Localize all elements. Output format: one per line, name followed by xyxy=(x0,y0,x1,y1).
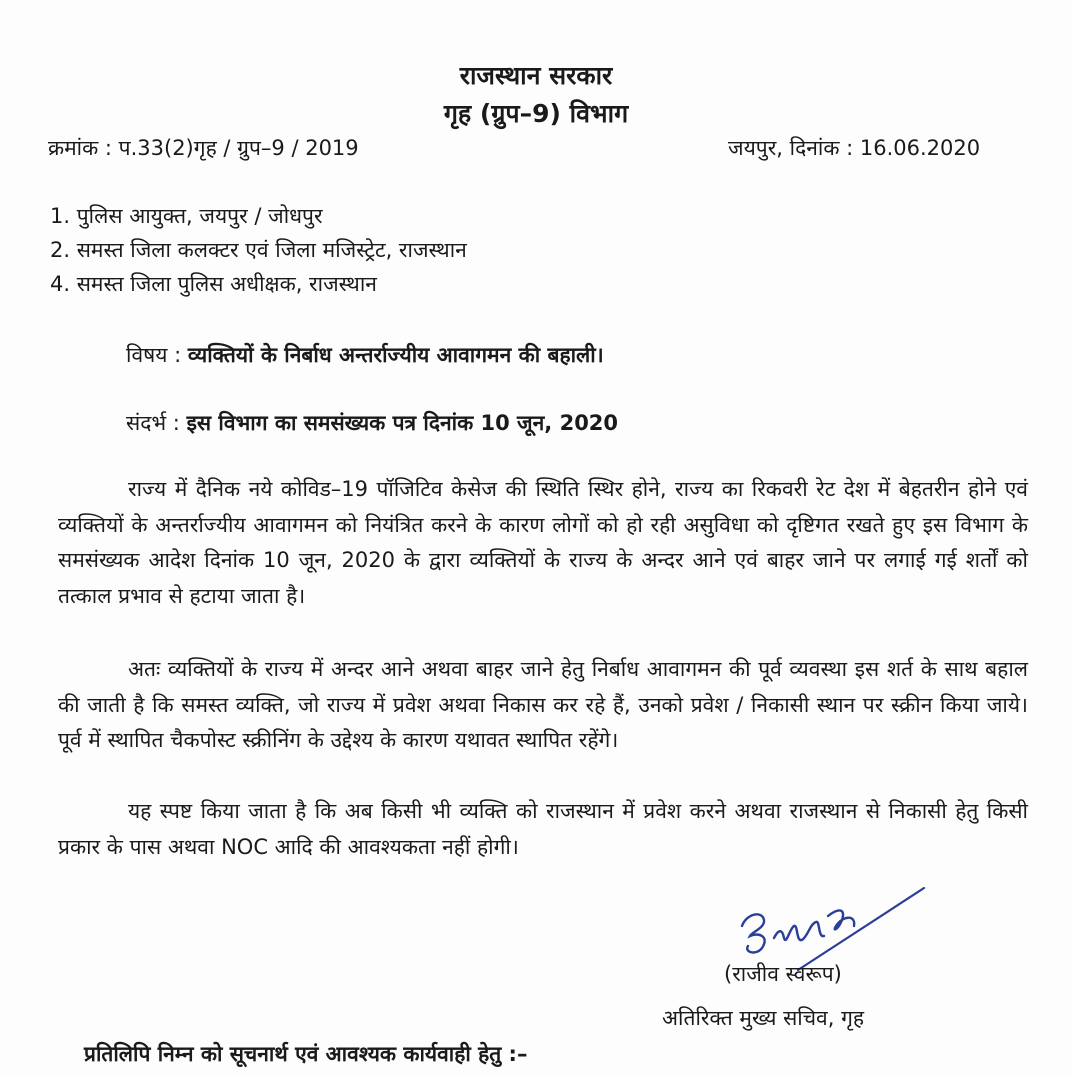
reference-line xyxy=(126,409,618,437)
copy-to-line: प्रतिलिपि निम्न को सूचनार्थ एवं आवश्यक कार्यवाही हेतु :– xyxy=(84,1042,528,1066)
recipient-item: 1. पुलिस आयुक्त, जयपुर / जोधपुर xyxy=(50,204,323,228)
signatory-name: (राजीव स्वरूप) xyxy=(724,962,842,986)
reference-number: क्रमांक : प.33(2)गृह / ग्रुप–9 / 2019 xyxy=(48,136,359,160)
department-title: गृह (ग्रुप–9) विभाग xyxy=(443,99,629,128)
signatory-designation: अतिरिक्त मुख्य सचिव, गृह xyxy=(662,1006,865,1030)
subject-text: व्यक्तियों के निर्बाध अन्तर्राज्यीय आवागमन की बहाली। xyxy=(187,343,604,367)
government-title: राजस्थान सरकार xyxy=(459,61,613,90)
reference-text: इस विभाग का समसंख्यक पत्र दिनांक 10 जून, 2020 xyxy=(186,411,619,435)
body-paragraph-1: राज्य में दैनिक नये कोविड–19 पॉजिटिव केसेज की स्थिति स्थिर होने, राज्य का रिकवरी रेट देश में बेहतरीन होने एवं व्यक्तियों के अन्तर्राज्यीय आवागमन को नियंत्रित करने के कारण लोगों को हो रही असुविधा को दृष्टिगत रखते हुए इस विभाग के समसंख्यक आदेश दिनांक 10 जून, 2020 के द्वारा व्यक्तियों के राज्य के अन्दर आने एवं बाहर जाने पर लगाई गई शर्तों को तत्काल प्रभाव से हटाया जाता है। xyxy=(58,477,1028,608)
subject-line xyxy=(126,341,604,369)
body-paragraph-3: यह स्पष्ट किया जाता है कि अब किसी भी व्यक्ति को राजस्थान में प्रवेश करने अथवा राजस्थान से निकासी हेतु किसी प्रकार के पास अथवा NOC आदि की आवश्यकता नहीं होगी। xyxy=(58,799,1028,859)
recipient-item: 2. समस्त जिला कलक्टर एवं जिला मजिस्ट्रेट, राजस्थान xyxy=(50,238,467,262)
recipient-item: 4. समस्त जिला पुलिस अधीक्षक, राजस्थान xyxy=(50,272,377,296)
subject-label: विषय : xyxy=(126,343,182,367)
reference-label: संदर्भ : xyxy=(126,411,180,435)
body-paragraph-2: अतः व्यक्तियों के राज्य में अन्दर आने अथवा बाहर जाने हेतु निर्बाध आवागमन की पूर्व व्यवस्था इस शर्त के साथ बहाल की जाती है कि समस्त व्यक्ति, जो राज्य में प्रवेश अथवा निकास कर रहे हैं, उनको प्रवेश / निकासी स्थान पर स्क्रीन किया जाये। पूर्व में स्थापित चैकपोस्ट स्क्रीनिंग के उद्देश्य के कारण यथावत स्थापित रहेंगे। xyxy=(58,657,1028,753)
place-date: जयपुर, दिनांक : 16.06.2020 xyxy=(728,136,981,160)
